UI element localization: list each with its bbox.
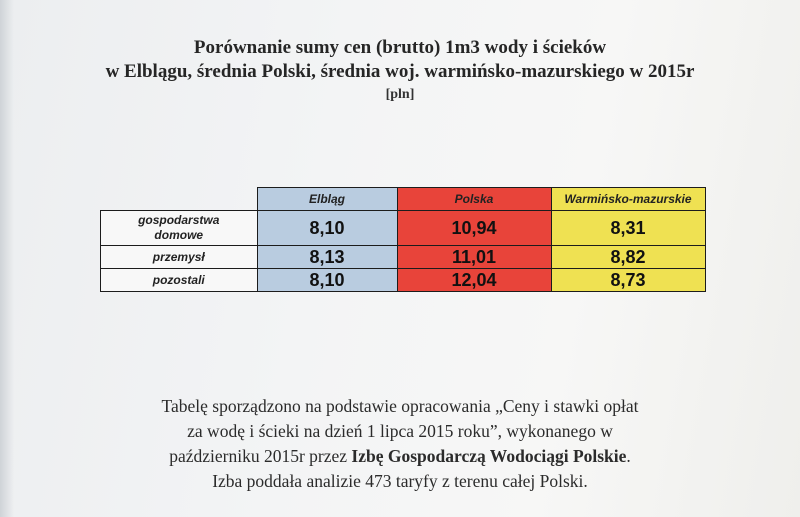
source-note-line-4: Izba poddała analizie 473 taryfy z terenu całej Polski. <box>212 471 588 491</box>
title-line-1: Porównanie sumy cen (brutto) 1m3 wody i ścieków <box>193 37 607 58</box>
row-label-pozostali: pozostali <box>101 269 258 292</box>
cell-value: 8,13 <box>257 246 397 269</box>
cell-value: 8,31 <box>551 211 705 246</box>
row-label-przemysl: przemysł <box>101 246 258 269</box>
cell-value: 11,01 <box>397 246 551 269</box>
column-header-warminsko-mazurskie: Warmińsko-mazurskie <box>551 188 705 211</box>
cell-value: 8,10 <box>257 211 397 246</box>
source-note-line-3 <box>0 443 800 469</box>
source-note-line-2: za wodę i ścieki na dzień 1 lipca 2015 roku”, wykonanego w <box>187 421 613 441</box>
table-header-row <box>101 188 706 211</box>
column-header-polska: Polska <box>397 188 551 211</box>
cell-value: 8,82 <box>551 246 705 269</box>
unit-label: [pln] <box>385 87 415 102</box>
row-label-gospodarstwa-domowe <box>101 211 258 246</box>
table-row <box>101 246 706 269</box>
table-row <box>101 211 706 246</box>
price-comparison-table <box>100 187 706 292</box>
cell-value: 10,94 <box>397 211 551 246</box>
cell-value: 8,73 <box>551 269 705 292</box>
source-note-line-1: Tabelę sporządzono na podstawie opracowania „Ceny i stawki opłat <box>161 396 639 416</box>
cell-value: 8,10 <box>257 269 397 292</box>
cell-value: 12,04 <box>397 269 551 292</box>
row-label-line: gospodarstwa <box>138 213 220 227</box>
column-header-elblag: Elbląg <box>257 188 397 211</box>
table-corner <box>101 188 258 211</box>
source-note-text: . <box>626 446 631 466</box>
row-label-line: domowe <box>154 228 204 242</box>
source-note-text: październiku 2015r przez <box>169 446 352 466</box>
source-organization-name: Izbę Gospodarczą Wodociągi Polskie <box>351 446 627 466</box>
table-row <box>101 269 706 292</box>
title-line-2: w Elblągu, średnia Polski, średnia woj. warmińsko-mazurskiego w 2015r <box>105 61 695 82</box>
